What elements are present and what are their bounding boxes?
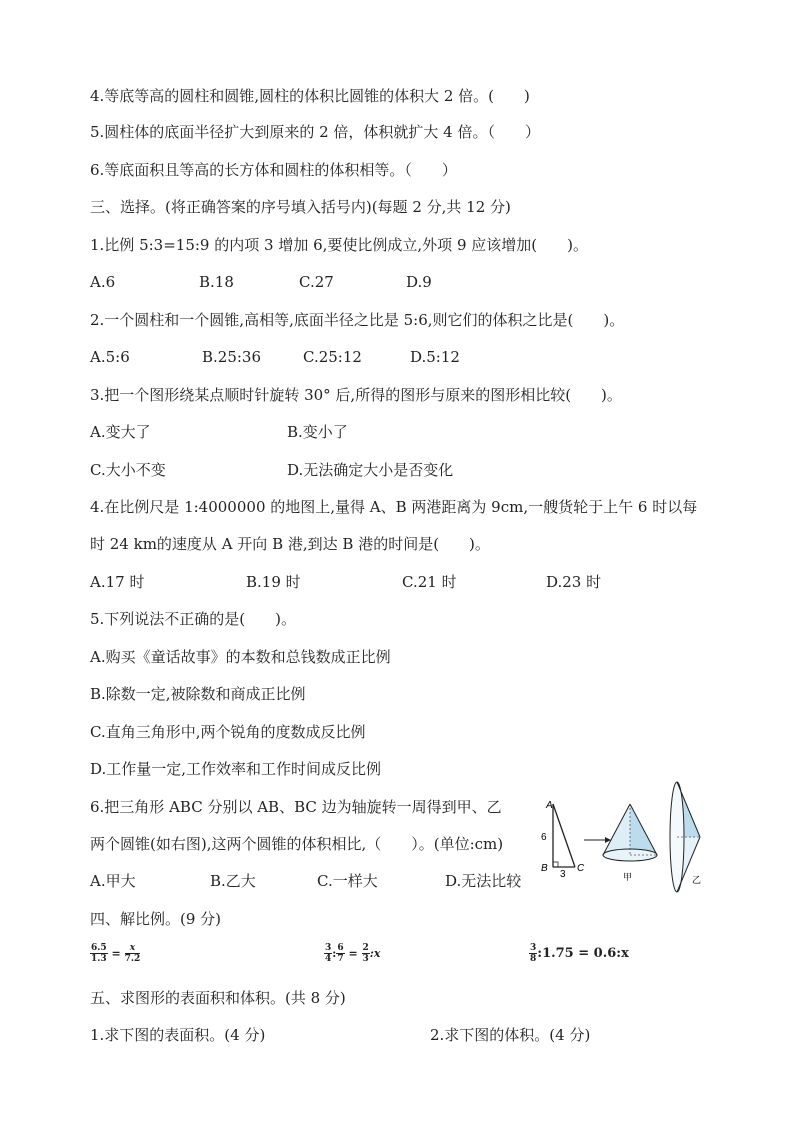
eq2-numerator-3: 2 [362, 943, 369, 953]
section3-title: 三、选择。(将正确答案的序号填入括号内)(每题 2 分,共 12 分) [90, 198, 511, 216]
judge-q4: 4.等底等高的圆柱和圆锥,圆柱的体积比圆锥的体积大 2 倍。( ) [90, 87, 530, 105]
choice-q4-stem-line1: 4.在比例尺是 1:4000000 的地图上,量得 A、B 两港距离为 9cm,一艘货轮于上午 6 时以每 [90, 498, 698, 516]
choice-q2-stem: 2.一个圆柱和一个圆锥,高相等,底面半径之比是 5:6,则它们的体积之比是( )。 [90, 311, 625, 329]
eq1-equals: = [111, 947, 121, 960]
choice-q6-stem-line2: 两个圆锥(如右图),这两个圆锥的体积相比,（ ）。(单位:cm) [90, 835, 504, 853]
eq2-denominator-3: 3 [362, 954, 369, 964]
label-c: C [577, 863, 585, 874]
choice-q4-option-b: B.19 时 [246, 573, 301, 591]
choice-q6-option-a: A.甲大 [90, 872, 136, 890]
label-side-3: 3 [560, 869, 566, 880]
choice-q6-option-c: C.一样大 [317, 872, 378, 890]
choice-q6-stem-line1: 6.把三角形 ABC 分别以 AB、BC 边为轴旋转一周得到甲、乙 [90, 798, 502, 816]
eq2-numerator-1: 3 [325, 943, 332, 953]
choice-q4-stem-line2: 时 24 km的速度从 A 开向 B 港,到达 B 港的时间是( )。 [90, 535, 490, 553]
eq2-equals: = [348, 947, 358, 960]
choice-q4-option-c: C.21 时 [402, 573, 457, 591]
choice-q5-option-a: A.购买《童话故事》的本数和总钱数成正比例 [90, 648, 391, 666]
eq2-denominator-2: 7 [337, 954, 344, 964]
eq3-tail: :1.75 = 0.6:x [537, 946, 629, 961]
eq1-numerator-2: x [125, 943, 141, 954]
section5-q2: 2.求下图的体积。(4 分) [430, 1026, 591, 1044]
choice-q5-option-c: C.直角三角形中,两个锐角的度数成反比例 [90, 723, 366, 741]
choice-q4-option-a: A.17 时 [90, 573, 145, 591]
label-a: A [546, 800, 553, 811]
label-yi: 乙 [692, 876, 702, 886]
choice-q3-option-a: A.变大了 [90, 423, 151, 441]
proportion-equation-3 [529, 943, 629, 964]
choice-q3-option-b: B.变小了 [287, 423, 348, 441]
choice-q2-option-a: A.5:6 [90, 348, 130, 366]
choice-q6-option-b: B.乙大 [210, 872, 256, 890]
choice-q5-stem: 5.下列说法不正确的是( )。 [90, 610, 297, 628]
section5-title: 五、求图形的表面积和体积。(共 8 分) [90, 989, 346, 1007]
choice-q3-stem: 3.把一个图形绕某点顺时针旋转 30° 后,所得的图形与原来的图形相比较( )。 [90, 386, 622, 404]
proportion-equation-1 [90, 943, 140, 964]
choice-q3-option-c: C.大小不变 [90, 461, 166, 479]
choice-q2-option-c: C.25:12 [303, 348, 362, 366]
eq2-tail: :x [369, 947, 381, 960]
label-side-6: 6 [541, 832, 547, 843]
eq1-denominator-1: 1.3 [91, 954, 107, 964]
choice-q1-option-a: A.6 [90, 273, 116, 291]
choice-q3-option-d: D.无法确定大小是否变化 [287, 461, 454, 479]
triangle-abc [553, 804, 575, 867]
choice-q4-option-d: D.23 时 [546, 573, 602, 591]
eq1-denominator-2: 7.2 [124, 954, 141, 964]
judge-q6: 6.等底面积且等高的长方体和圆柱的体积相等。（ ） [90, 161, 457, 179]
label-b: B [541, 863, 548, 874]
choice-q5-option-d: D.工作量一定,工作效率和工作时间成反比例 [90, 760, 382, 778]
judge-q5: 5.圆柱体的底面半径扩大到原来的 2 倍，体积就扩大 4 倍。（ ） [90, 123, 540, 141]
choice-q1-option-b: B.18 [199, 273, 234, 291]
choice-q5-option-b: B.除数一定,被除数和商成正比例 [90, 685, 306, 703]
eq2-numerator-2: 6 [337, 943, 344, 953]
eq1-numerator-1: 6.5 [91, 943, 107, 953]
section4-title: 四、解比例。(9 分) [90, 910, 222, 928]
eq3-numerator-1: 3 [530, 943, 537, 953]
arrow-icon [584, 837, 611, 843]
section5-q1: 1.求下图的表面积。(4 分) [90, 1026, 266, 1044]
choice-q2-option-b: B.25:36 [202, 348, 262, 366]
eq2-colon: : [332, 947, 337, 960]
label-jia: 甲 [623, 873, 633, 883]
eq2-denominator-1: 4 [325, 954, 332, 964]
choice-q1-option-c: C.27 [299, 273, 334, 291]
choice-q1-option-d: D.9 [406, 273, 432, 291]
proportion-equation-2 [324, 943, 380, 964]
choice-q6-option-d: D.无法比较 [445, 872, 522, 890]
eq3-denominator-1: 8 [530, 954, 537, 964]
choice-q1-stem: 1.比例 5:3=15:9 的内项 3 增加 6,要使比例成立,外项 9 应该增加( )。 [90, 236, 588, 254]
choice-q2-option-d: D.5:12 [410, 348, 460, 366]
cone-jia [603, 804, 657, 861]
cone-rotation-figure [537, 778, 723, 896]
